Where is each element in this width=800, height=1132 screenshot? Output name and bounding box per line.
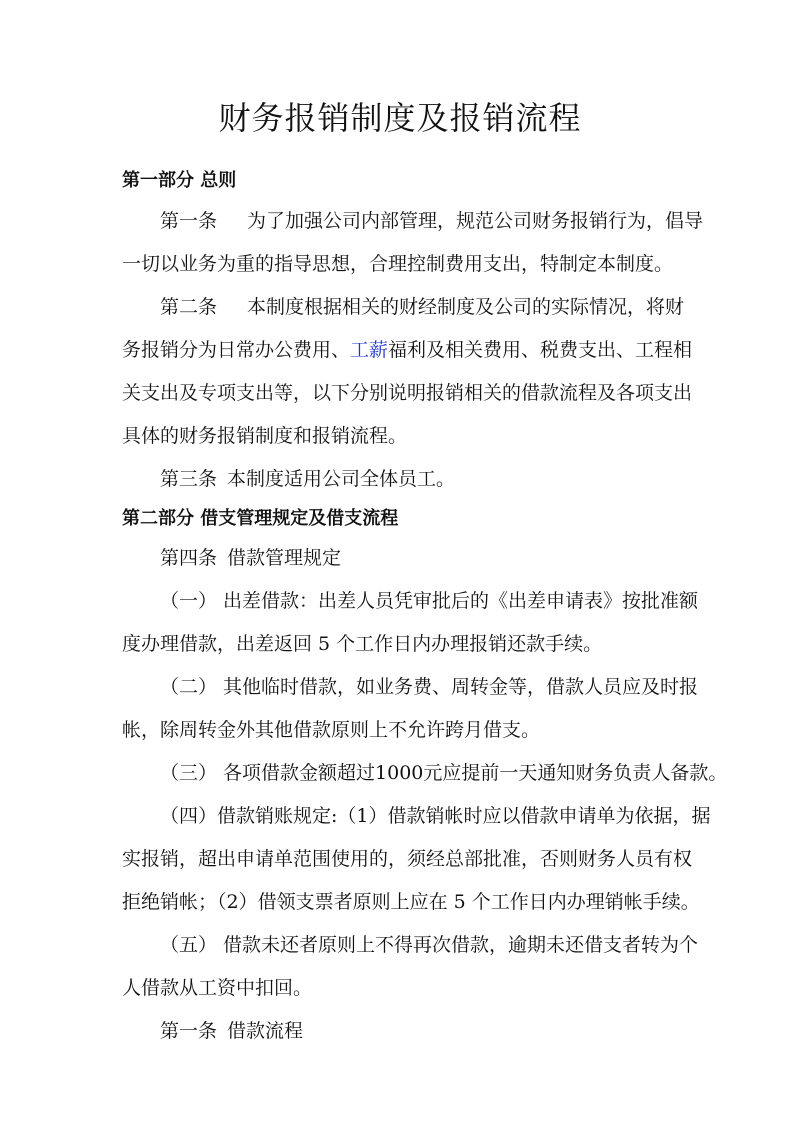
article-3-line-1: [122, 458, 697, 501]
item-2: [122, 666, 697, 752]
article-4-text: 借款管理规定: [227, 547, 342, 569]
salary-link[interactable]: 工薪: [350, 339, 389, 361]
article-1-line-1: [122, 200, 704, 243]
article-1-label: 第一条: [160, 210, 218, 232]
article-2-text: 本制度根据相关的财经制度及公司的实际情况，将财: [247, 296, 685, 318]
article-5-line-1: [122, 1010, 697, 1053]
article-2-text-pre: 务报销分为日常办公费用、: [122, 339, 351, 361]
article-4: [122, 537, 697, 580]
item-3-line-1: （三） 各项借款金额超过1000元应提前一天通知财务负责人备款。: [160, 762, 728, 784]
section-heading-part1: 第一部分 总则: [122, 170, 237, 191]
article-5-label: 第一条: [160, 1020, 218, 1042]
item-1-line-1: （一） 出差借款：出差人员凭审批后的《出差申请表》按批准额: [160, 590, 699, 612]
item-3: [122, 752, 728, 795]
item-5-line-1: （五） 借款未还者原则上不得再次借款，逾期未还借支者转为个: [160, 934, 699, 956]
article-3: [122, 458, 697, 501]
article-5-text: 借款流程: [227, 1020, 304, 1042]
document-title: 财务报销制度及报销流程: [218, 99, 582, 137]
item-2-line-1: （二） 其他临时借款，如业务费、周转金等，借款人员应及时报: [160, 676, 699, 698]
item-5-line-2: 人借款从工资中扣回。: [122, 977, 313, 999]
article-2-line-2: [122, 329, 697, 372]
item-4-line-1: （四）借款销账规定:（1）借款销帐时应以借款申请单为依据，据: [160, 805, 711, 827]
article-3-text: 本制度适用公司全体员工。: [227, 468, 456, 490]
article-2-text-post: 福利及相关费用、税费支出、工程相: [388, 339, 693, 361]
article-5: [122, 1010, 697, 1053]
item-2-line-2: 帐，除周转金外其他借款原则上不允许跨月借支。: [122, 719, 541, 741]
article-2-label: 第二条: [160, 296, 218, 318]
article-2-line-4: 具体的财务报销制度和报销流程。: [122, 425, 408, 447]
item-1: [122, 580, 697, 666]
item-4: [122, 795, 711, 924]
article-2-line-1: [122, 286, 697, 329]
item-5: [122, 924, 697, 1010]
article-3-label: 第三条: [160, 468, 218, 490]
item-1-line-2: 度办理借款，出差返回 5 个工作日内办理报销还款手续。: [122, 633, 603, 655]
article-1: [122, 200, 704, 286]
article-4-line-1: [122, 537, 697, 580]
item-4-line-3: 拒绝销帐；（2）借领支票者原则上应在 5 个工作日内办理销帐手续。: [122, 891, 700, 913]
article-2-line-3: 关支出及专项支出等，以下分别说明报销相关的借款流程及各项支出: [122, 382, 693, 404]
item-4-line-2: 实报销，超出申请单范围使用的，须经总部批准，否则财务人员有权: [122, 848, 693, 870]
section-heading-part2: 第二部分 借支管理规定及借支流程: [122, 508, 399, 529]
article-4-label: 第四条: [160, 547, 218, 569]
article-1-line-2: 一切以业务为重的指导思想，合理控制费用支出，特制定本制度。: [122, 253, 674, 275]
article-2: [122, 286, 697, 458]
article-1-text: 为了加强公司内部管理，规范公司财务报销行为，倡导: [247, 210, 704, 232]
